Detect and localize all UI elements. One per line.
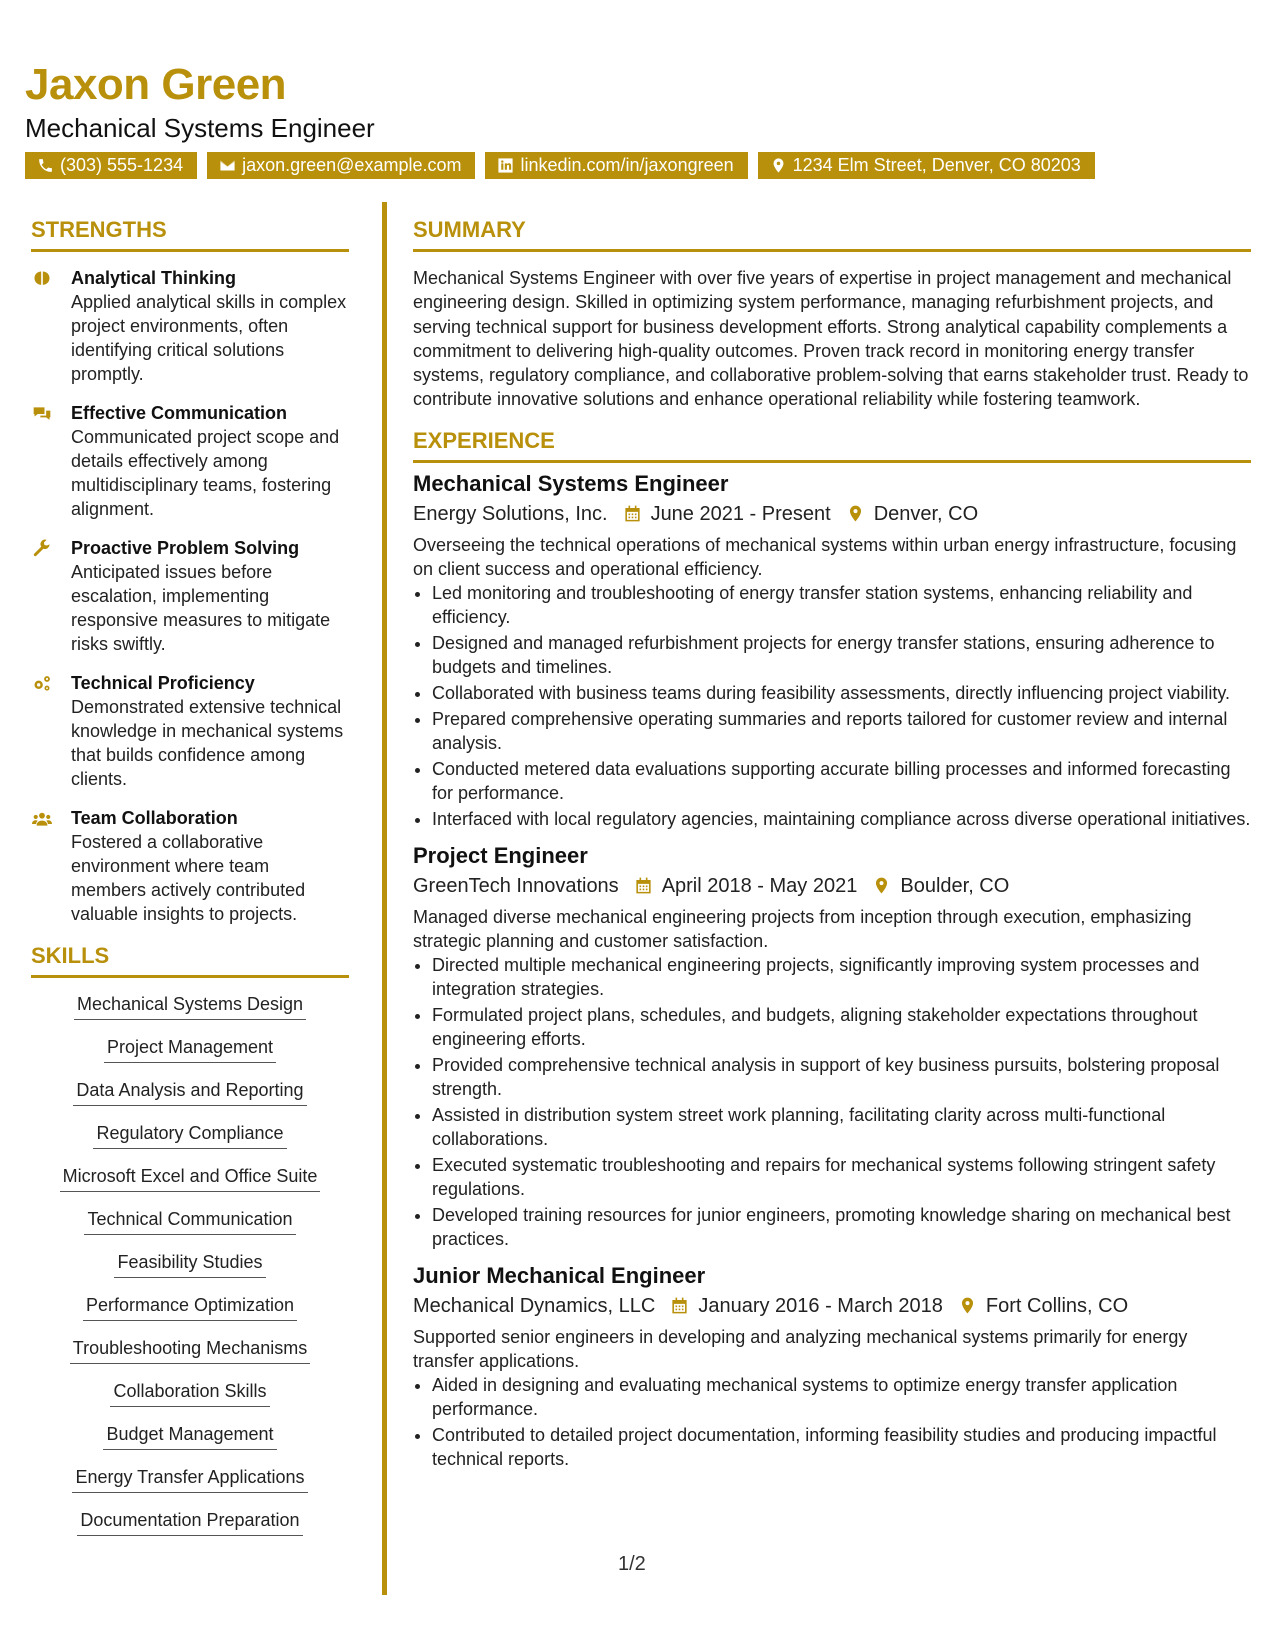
job-entry	[413, 1261, 1251, 1471]
map-pin-icon	[872, 876, 891, 895]
job-company: GreenTech Innovations	[413, 874, 619, 897]
job-bullet: • Formulated project plans, schedules, and budgets, aligning stakeholder expectations throughout engineering efforts.	[432, 1003, 1251, 1051]
skill-item: Data Analysis and Reporting	[31, 1078, 349, 1106]
skills-heading: SKILLS	[31, 941, 349, 978]
job-description: Overseeing the technical operations of mechanical systems within urban energy infrastructure, focusing on client success and operational efficiency.	[413, 534, 1237, 579]
job-bullets	[413, 581, 1251, 831]
contact-linkedin[interactable]	[485, 152, 747, 179]
job-dates: June 2021 - Present	[650, 502, 831, 525]
calendar-icon	[670, 1296, 689, 1315]
job-bullet: • Conducted metered data evaluations supporting accurate billing processes and informed forecasting for performance.	[432, 757, 1251, 805]
skill-item: Troubleshooting Mechanisms	[31, 1336, 349, 1364]
strength-item	[31, 671, 349, 791]
job-company: Energy Solutions, Inc.	[413, 502, 608, 525]
skill-item: Project Management	[31, 1035, 349, 1063]
map-pin-icon	[846, 504, 865, 523]
strength-item	[31, 401, 349, 521]
skill-item: Feasibility Studies	[31, 1250, 349, 1278]
job-title: Junior Mechanical Engineer	[413, 1262, 706, 1288]
job-bullet: • Collaborated with business teams during feasibility assessments, directly influencing project viability.	[432, 681, 1251, 705]
wrench-icon	[31, 539, 53, 559]
chat-bubbles-icon	[31, 404, 53, 424]
strength-desc: Anticipated issues before escalation, implementing responsive measures to mitigate risks swiftly.	[71, 562, 331, 654]
job-entry	[413, 469, 1251, 831]
linkedin-icon	[497, 157, 514, 174]
strength-title: Effective Communication	[71, 403, 288, 423]
contact-email-text: jaxon.green@example.com	[242, 155, 462, 175]
job-bullet: • Led monitoring and troubleshooting of energy transfer station systems, enhancing reliability and efficiency.	[432, 581, 1251, 629]
job-bullet: • Developed training resources for junior engineers, promoting knowledge sharing on mechanical best practices.	[432, 1203, 1251, 1251]
job-bullet: • Designed and managed refurbishment projects for energy transfer stations, ensuring adherence to budgets and timelines.	[432, 631, 1251, 679]
skill-item: Technical Communication	[31, 1207, 349, 1235]
experience-heading: EXPERIENCE	[413, 426, 1251, 463]
skill-item: Energy Transfer Applications	[31, 1465, 349, 1493]
resume-header	[25, 60, 1250, 144]
map-pin-icon	[958, 1296, 977, 1315]
contact-linkedin-text: linkedin.com/in/jaxongreen	[520, 155, 734, 175]
left-column	[31, 215, 349, 1551]
strength-desc: Fostered a collaborative environment where team members actively contributed valuable insights to projects.	[71, 832, 306, 924]
job-location: Boulder, CO	[900, 874, 1010, 897]
job-bullet: • Assisted in distribution system street work planning, facilitating clarity across multi-functional collaborations.	[432, 1103, 1251, 1151]
job-bullet: • Aided in designing and evaluating mechanical systems to optimize energy transfer application performance.	[432, 1373, 1251, 1421]
job-bullet: • Interfaced with local regulatory agencies, maintaining compliance across diverse operational initiatives.	[432, 807, 1251, 831]
job-entry	[413, 841, 1251, 1251]
strength-title: Technical Proficiency	[71, 673, 255, 693]
page-number: 1/2	[618, 1553, 646, 1575]
strengths-heading: STRENGTHS	[31, 215, 349, 252]
strength-item	[31, 266, 349, 386]
contact-phone-text: (303) 555-1234	[60, 155, 184, 175]
strength-desc: Communicated project scope and details effectively among multidisciplinary teams, fostering alignment.	[71, 427, 340, 519]
contact-address[interactable]	[758, 152, 1095, 179]
strength-item	[31, 806, 349, 926]
candidate-name: Jaxon Green	[25, 60, 287, 109]
job-description: Supported senior engineers in developing and analyzing mechanical systems primarily for energy transfer applications.	[413, 1326, 1188, 1371]
summary-text: Mechanical Systems Engineer with over five years of expertise in project management and mechanical engineering design. Skilled in optimizing system performance, managing refurbishment projects, and serving technical support for business development efforts. Strong analytical capability complements a commitment to delivering high-quality outcomes. Proven track record in monitoring energy transfer systems, regulatory compliance, and collaborative problem-solving that earns stakeholder trust. Ready to contribute innovative solutions and enhance operational reliability while fostering teamwork.	[413, 268, 1249, 410]
job-bullet: • Contributed to detailed project documentation, informing feasibility studies and producing impactful technical reports.	[432, 1423, 1251, 1471]
column-divider	[382, 202, 387, 1595]
job-bullet: • Provided comprehensive technical analysis in support of key business pursuits, bolstering proposal strength.	[432, 1053, 1251, 1101]
skill-item: Documentation Preparation	[31, 1508, 349, 1536]
job-dates: April 2018 - May 2021	[661, 874, 858, 897]
job-dates: January 2016 - March 2018	[698, 1294, 943, 1317]
phone-icon	[37, 157, 54, 174]
contact-bar	[25, 152, 1095, 179]
job-location: Denver, CO	[873, 502, 979, 525]
strength-item	[31, 536, 349, 656]
job-title: Project Engineer	[413, 842, 588, 868]
strength-title: Proactive Problem Solving	[71, 538, 300, 558]
job-title: Mechanical Systems Engineer	[413, 470, 729, 496]
skills-list	[31, 992, 349, 1536]
skill-item: Microsoft Excel and Office Suite	[31, 1164, 349, 1192]
skill-item: Regulatory Compliance	[31, 1121, 349, 1149]
strength-desc: Applied analytical skills in complex project environments, often identifying critical solutions promptly.	[71, 292, 347, 384]
contact-email[interactable]	[207, 152, 475, 179]
calendar-icon	[623, 504, 642, 523]
brain-icon	[31, 269, 53, 289]
strength-title: Team Collaboration	[71, 808, 238, 828]
skill-item: Performance Optimization	[31, 1293, 349, 1321]
job-bullet: • Prepared comprehensive operating summaries and reports tailored for customer review and internal analysis.	[432, 707, 1251, 755]
job-bullets	[413, 953, 1251, 1251]
skill-item: Budget Management	[31, 1422, 349, 1450]
job-meta	[413, 1291, 1251, 1321]
job-location: Fort Collins, CO	[985, 1294, 1129, 1317]
right-column	[413, 215, 1251, 1481]
users-icon	[31, 809, 53, 829]
job-company: Mechanical Dynamics, LLC	[413, 1294, 656, 1317]
calendar-icon	[634, 876, 653, 895]
skill-item: Collaboration Skills	[31, 1379, 349, 1407]
gears-icon	[31, 674, 53, 694]
map-pin-icon	[770, 157, 787, 174]
skill-item: Mechanical Systems Design	[31, 992, 349, 1020]
envelope-icon	[219, 157, 236, 174]
strength-desc: Demonstrated extensive technical knowledge in mechanical systems that builds confidence among clients.	[71, 697, 344, 789]
job-bullet: • Executed systematic troubleshooting and repairs for mechanical systems following stringent safety regulations.	[432, 1153, 1251, 1201]
contact-address-text: 1234 Elm Street, Denver, CO 80203	[792, 155, 1081, 175]
job-bullets	[413, 1373, 1251, 1471]
strength-title: Analytical Thinking	[71, 268, 237, 288]
job-description: Managed diverse mechanical engineering projects from inception through execution, emphasizing strategic planning and customer satisfaction.	[413, 906, 1192, 951]
contact-phone[interactable]	[25, 152, 197, 179]
summary-heading: SUMMARY	[413, 215, 1251, 252]
job-bullet: • Directed multiple mechanical engineering projects, significantly improving system processes and integration strategies.	[432, 953, 1251, 1001]
job-meta	[413, 871, 1251, 901]
candidate-title: Mechanical Systems Engineer	[25, 113, 375, 143]
job-meta	[413, 499, 1251, 529]
